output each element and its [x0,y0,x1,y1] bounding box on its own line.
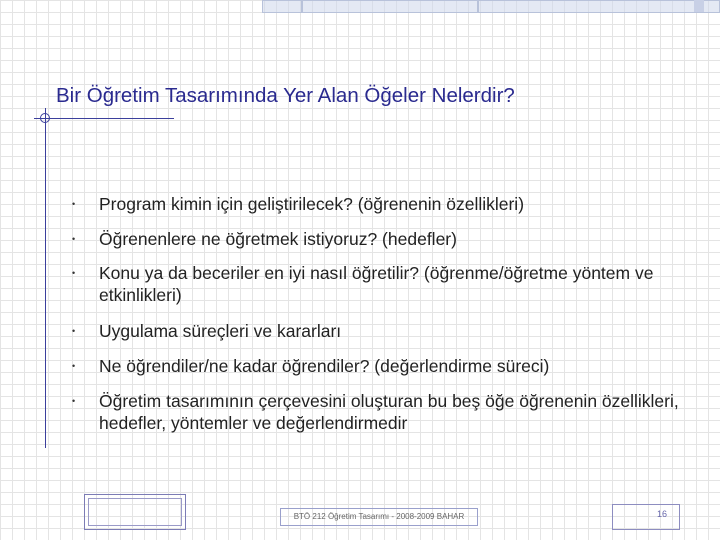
bullet-text: Ne öğrendiler/ne kadar öğrendiler? (değerlendirme süreci) [99,356,550,376]
footer-deco-inner [88,498,182,526]
top-deco-box [262,0,302,13]
right-deco-bar [694,0,704,12]
title-underline [34,118,174,119]
top-deco-box [478,0,720,13]
slide-title: Bir Öğretim Tasarımında Yer Alan Öğeler Nelerdir? [56,84,515,107]
top-deco-box [302,0,478,13]
vertical-rule [45,108,46,448]
bullet-dot: • [72,268,76,278]
page-number: 16 [656,509,667,519]
bullet-dot: • [72,326,76,336]
bullet-text: Öğretim tasarımının çerçevesini oluşturan bu beş öğe öğrenenin özellikleri, hedefler, yöntemler ve değerlendirmedir [99,391,679,433]
footer-deco-box [84,494,186,530]
rule-ring-icon [40,113,50,123]
bullet-dot: • [72,361,76,371]
footer-page-box [612,504,680,530]
bullet-text: Öğrenenlere ne öğretmek istiyoruz? (hedefler) [99,229,457,249]
bullet-text: Uygulama süreçleri ve kararları [99,321,342,341]
bullet-dot: • [72,396,76,406]
bullet-dot: • [72,199,76,209]
footer-course: BTÖ 212 Öğretim Tasarımı - 2008-2009 BAHAR [280,508,478,526]
top-decoration [262,0,720,14]
bullet-text: Program kimin için geliştirilecek? (öğrenenin özellikleri) [99,194,525,214]
bullet-dot: • [72,234,76,244]
bullet-text: Konu ya da beceriler en iyi nasıl öğretilir? (öğrenme/öğretme yöntem ve etkinlikleri) [99,263,654,305]
